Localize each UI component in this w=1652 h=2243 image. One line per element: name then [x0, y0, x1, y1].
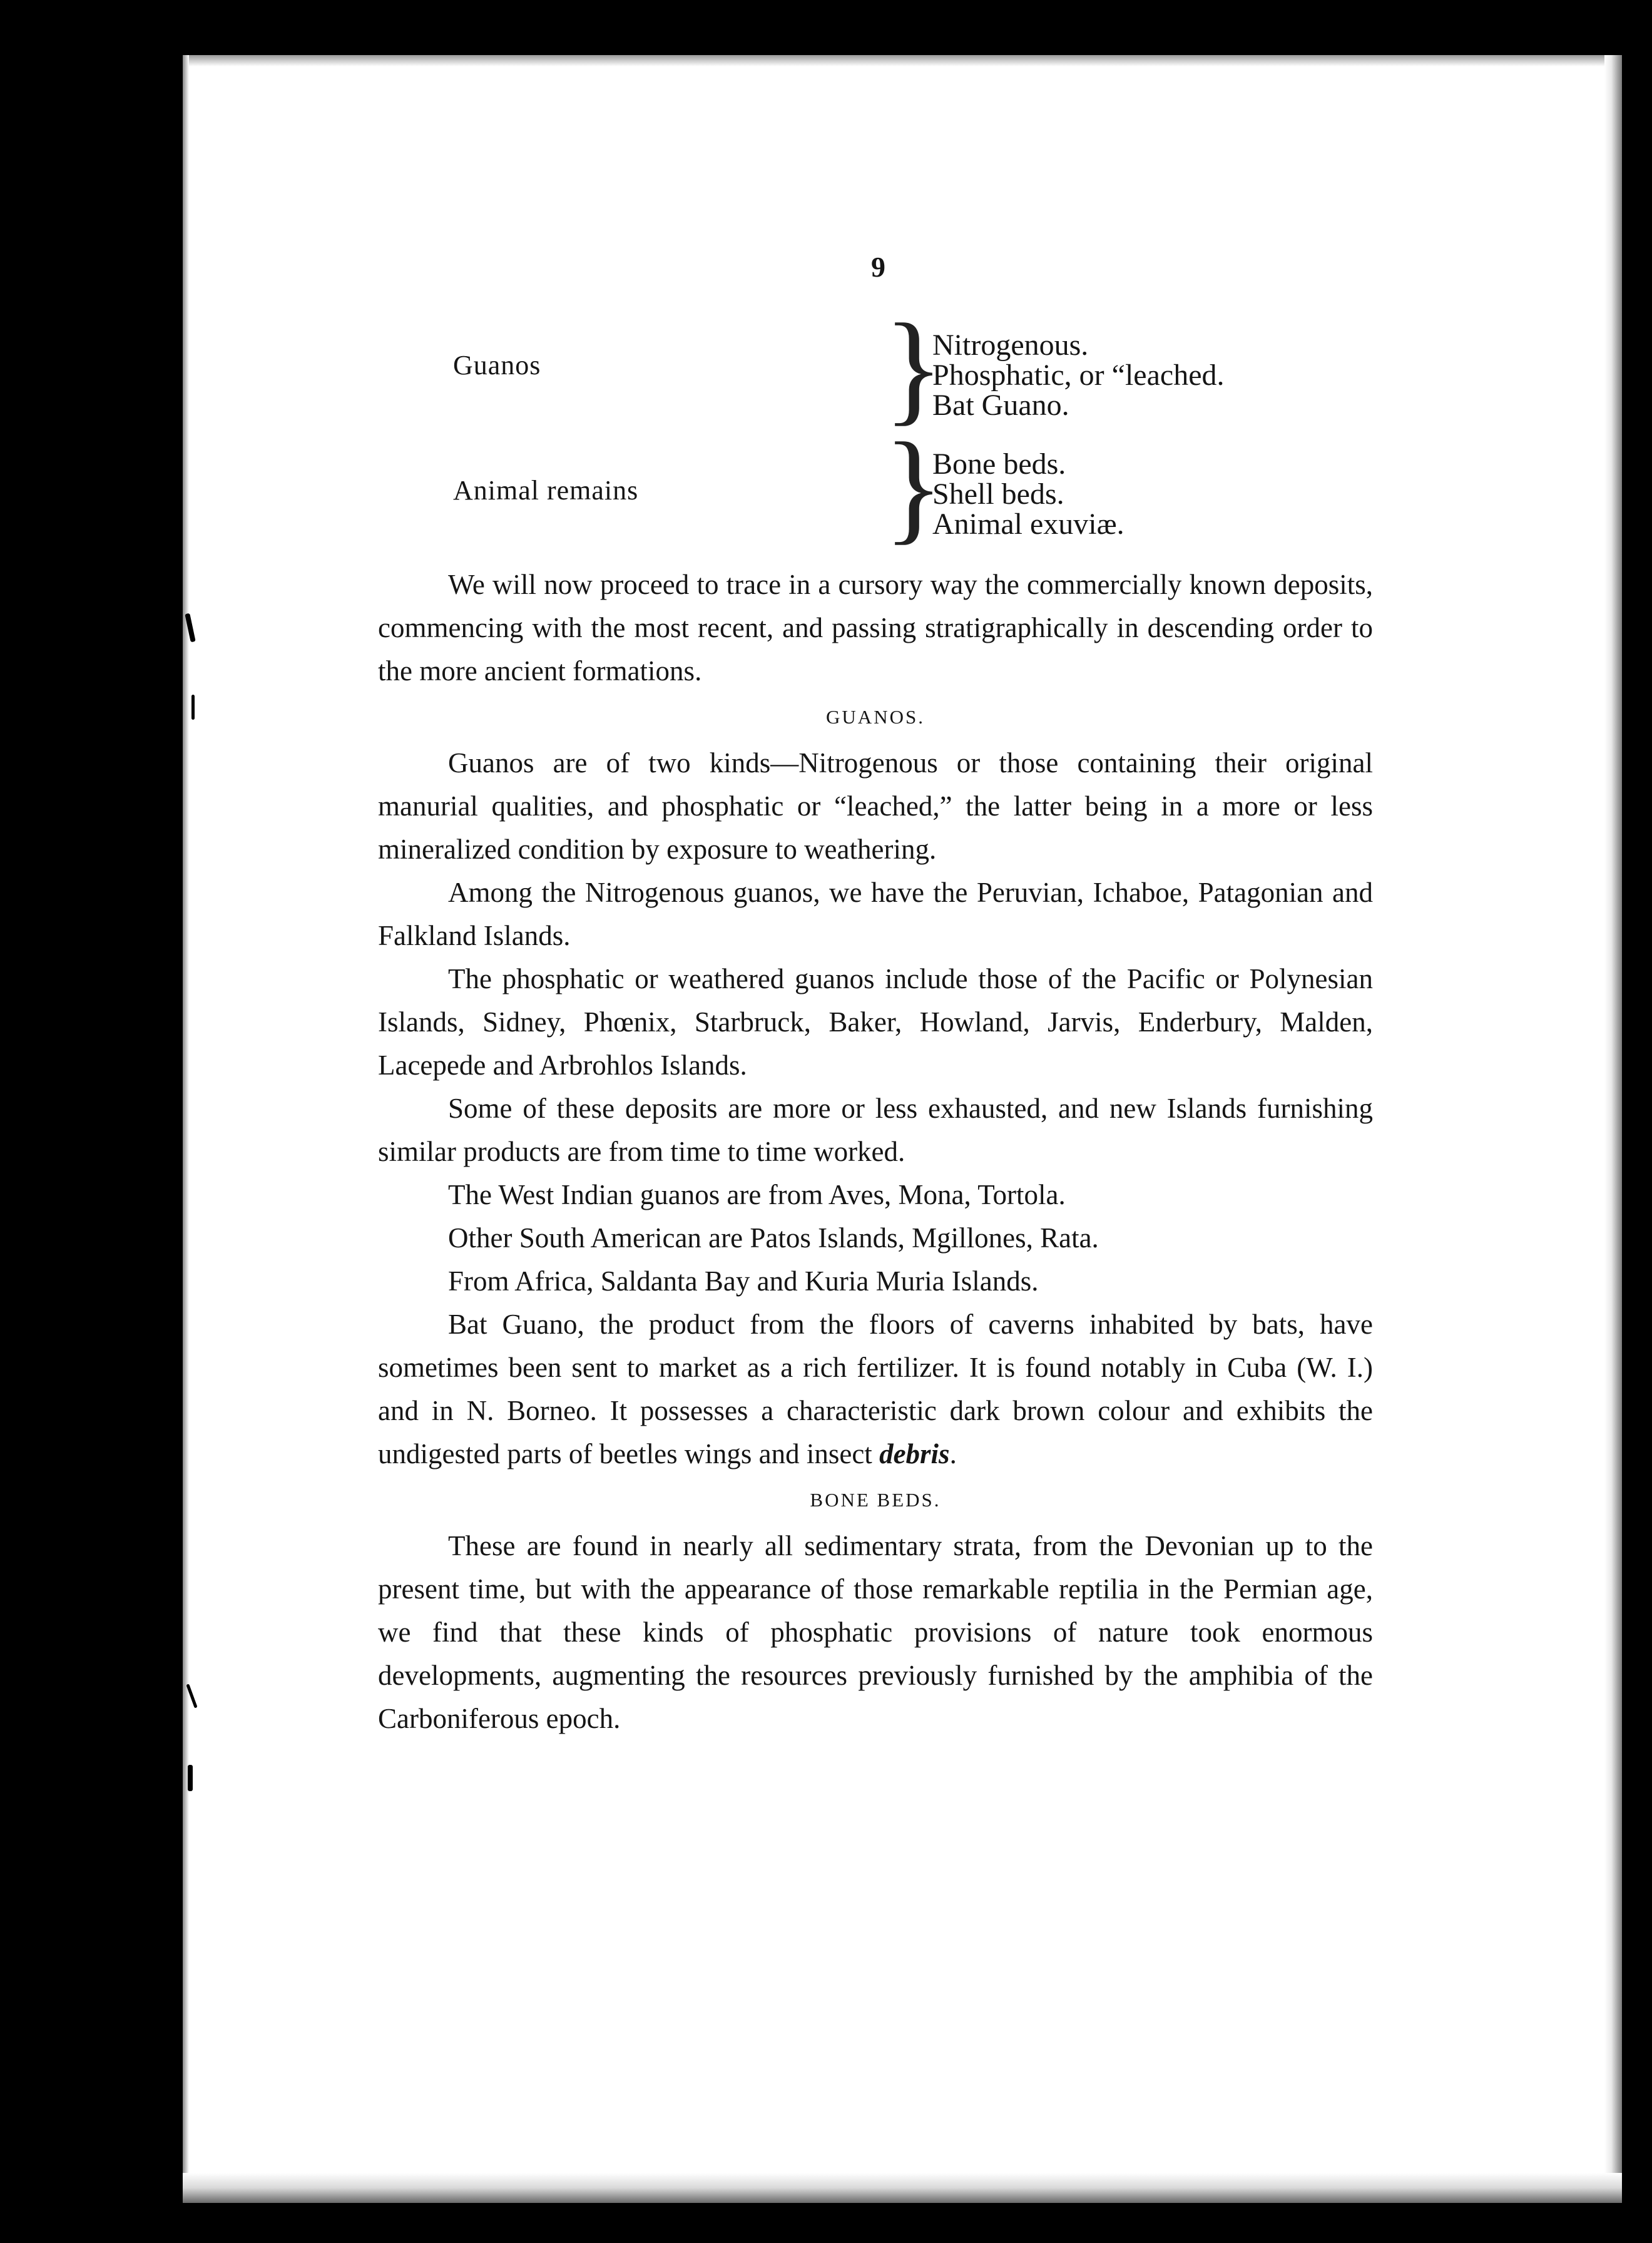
- page-edge-bottom: [183, 2173, 1622, 2203]
- paragraph: These are found in nearly all sedimentary strata, from the Devonian up to the present time, but with the appearance of those remarkable reptilia in the Permian age, we find that these kinds of phosphatic provisions of nature took enormous developments, augmenting the resources previously furnished by the amphibia of the Carboniferous epoch.: [378, 1530, 1373, 1734]
- classification-item: Phosphatic, or “leached.: [932, 359, 1225, 392]
- scan-artifact: [1394, 26, 1408, 29]
- scan-artifact: [191, 695, 195, 720]
- page-edge-left: [183, 55, 189, 2203]
- section-heading: BONE BEDS.: [810, 1489, 941, 1511]
- classification-label: Animal remains: [453, 475, 639, 506]
- body-text: [378, 563, 1373, 1740]
- classification-item: Shell beds.: [932, 478, 1064, 511]
- classification-item: Bone beds.: [932, 447, 1066, 481]
- paragraph: From Africa, Saldanta Bay and Kuria Muria Islands.: [448, 1265, 1039, 1297]
- brace-symbol: }: [884, 417, 944, 556]
- page-edge-right: [1604, 55, 1622, 2203]
- classification-label: Guanos: [453, 350, 541, 381]
- page-edge-top: [183, 55, 1622, 66]
- text-run: .: [949, 1438, 957, 1469]
- classification-items: [932, 449, 1124, 539]
- paragraph: Among the Nitrogenous guanos, we have the Peruvian, Ichaboe, Patagonian and Falkland Islands.: [378, 877, 1373, 951]
- brace-symbol: }: [884, 299, 944, 437]
- classification-item: Bat Guano.: [932, 389, 1069, 422]
- paragraph: Guanos are of two kinds—Nitrogenous or those containing their original manurial qualities, and phosphatic or “leached,” the latter being in a more or less mineralized condition by exposure to weathering.: [378, 747, 1373, 865]
- text-run: Bat Guano, the product from the floors of caverns inhabited by bats, have sometimes been sent to market as a rich fertilizer. It is found notably in Cuba (W. I.) and in N. Borneo. It possesses a characteristic dark brown colour and exhibits the undigested parts of beetles wings and insect: [378, 1309, 1373, 1469]
- paragraph-bat-guano: [378, 1303, 1373, 1476]
- classification-items: [932, 330, 1225, 421]
- scan-artifact: [188, 1765, 193, 1791]
- classification-item: Nitrogenous.: [932, 329, 1089, 362]
- paragraph: The phosphatic or weathered guanos include those of the Pacific or Polynesian Islands, Sidney, Phœnix, Starbruck, Baker, Howland, Jarvis, Enderbury, Malden, Lacepede and Arbrohlos Islands.: [378, 963, 1373, 1081]
- paragraph: The West Indian guanos are from Aves, Mona, Tortola.: [448, 1179, 1066, 1210]
- paragraph: We will now proceed to trace in a cursory way the commercially known deposits, commencing with the most recent, and passing stratigraphically in descending order to the more ancient formations.: [378, 569, 1373, 687]
- section-heading: GUANOS.: [826, 706, 925, 728]
- italic-text: debris: [879, 1438, 950, 1469]
- paragraph: Other South American are Patos Islands, Mgillones, Rata.: [448, 1222, 1099, 1254]
- scan-artifact: [170, 1935, 175, 1954]
- paragraph: Some of these deposits are more or less exhausted, and new Islands furnishing similar products are from time to time worked.: [378, 1093, 1373, 1167]
- classification-item: Animal exuviæ.: [932, 508, 1124, 541]
- page-number: 9: [871, 251, 885, 283]
